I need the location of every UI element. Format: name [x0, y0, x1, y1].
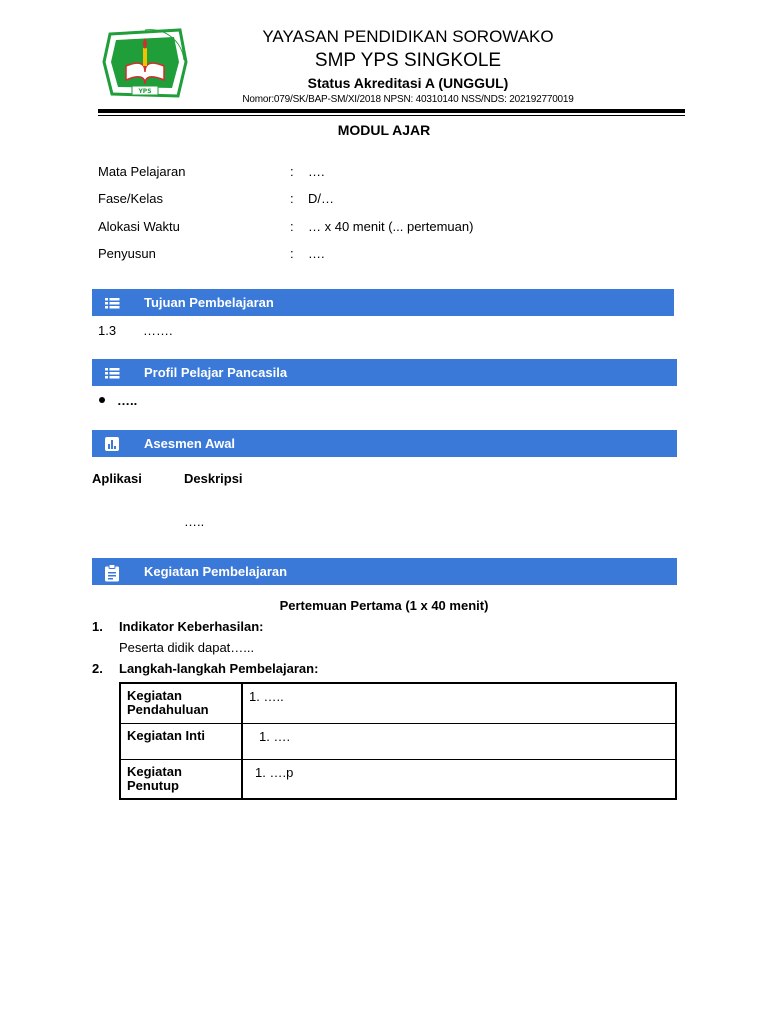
objective-text: …….	[143, 323, 173, 338]
meeting-title: Pertemuan Pertama (1 x 40 menit)	[279, 598, 489, 613]
info-label-class: Fase/Kelas	[98, 191, 164, 206]
table-row	[120, 723, 676, 759]
bullet-icon	[99, 397, 105, 403]
step-label: Kegiatan Penutup	[120, 759, 242, 799]
profile-item: …..	[117, 393, 138, 408]
info-colon: :	[290, 246, 294, 261]
table-row	[120, 759, 676, 799]
registration-numbers: Nomor:079/SK/BAP-SM/XI/2018 NPSN: 40310140 NSS/NDS: 202192770019	[242, 94, 574, 105]
info-label-time: Alokasi Waktu	[98, 219, 180, 234]
accreditation-status: Status Akreditasi A (UNGGUL)	[307, 75, 509, 91]
info-label-author: Penyusun	[98, 246, 156, 261]
section-bar-asesmen	[92, 430, 677, 457]
info-value-author: ….	[308, 246, 325, 261]
step-label: Kegiatan Inti	[120, 723, 242, 759]
step-content: 1. ….p	[242, 759, 676, 799]
step-content: 1. …..	[242, 683, 676, 723]
header-divider-thin	[98, 115, 685, 116]
assessment-col-application: Aplikasi	[92, 471, 142, 486]
section-bar-profil	[92, 359, 677, 386]
assessment-col-description: Deskripsi	[184, 471, 243, 486]
info-colon: :	[290, 191, 294, 206]
section-title: Profil Pelajar Pancasila	[144, 365, 288, 380]
info-colon: :	[290, 219, 294, 234]
objective-number: 1.3	[98, 323, 117, 338]
school-name: SMP YPS SINGKOLE	[314, 50, 502, 71]
learning-steps-table	[119, 682, 677, 800]
indicator-heading: Indikator Keberhasilan:	[119, 619, 264, 634]
indicator-number: 1.	[92, 619, 103, 634]
step-label: Kegiatan Pendahuluan	[120, 683, 242, 723]
list-icon	[104, 365, 120, 381]
info-value-subject: ….	[308, 164, 325, 179]
step-content: 1. ….	[242, 723, 676, 759]
info-colon: :	[290, 164, 294, 179]
clipboard-icon	[104, 564, 120, 580]
steps-heading: Langkah-langkah Pembelajaran:	[119, 661, 319, 676]
document-title: MODUL AJAR	[337, 122, 431, 138]
foundation-name: YAYASAN PENDIDIKAN SOROWAKO	[262, 27, 554, 46]
section-title: Kegiatan Pembelajaran	[144, 564, 288, 579]
info-value-time: … x 40 menit (... pertemuan)	[308, 219, 474, 234]
steps-number: 2.	[92, 661, 103, 676]
section-title: Tujuan Pembelajaran	[144, 295, 274, 310]
indicator-text: Peserta didik dapat…...	[119, 640, 255, 655]
assessment-description-value: …..	[184, 514, 205, 529]
logo-text: YPS	[138, 88, 152, 95]
header-divider-thick	[98, 109, 685, 113]
section-title: Asesmen Awal	[144, 436, 236, 451]
info-label-subject: Mata Pelajaran	[98, 164, 186, 179]
info-value-class: D/…	[308, 191, 334, 206]
section-bar-kegiatan	[92, 558, 677, 585]
list-icon	[104, 295, 120, 311]
bar-chart-icon	[104, 436, 120, 452]
table-row	[120, 683, 676, 723]
section-bar-tujuan	[92, 289, 674, 316]
